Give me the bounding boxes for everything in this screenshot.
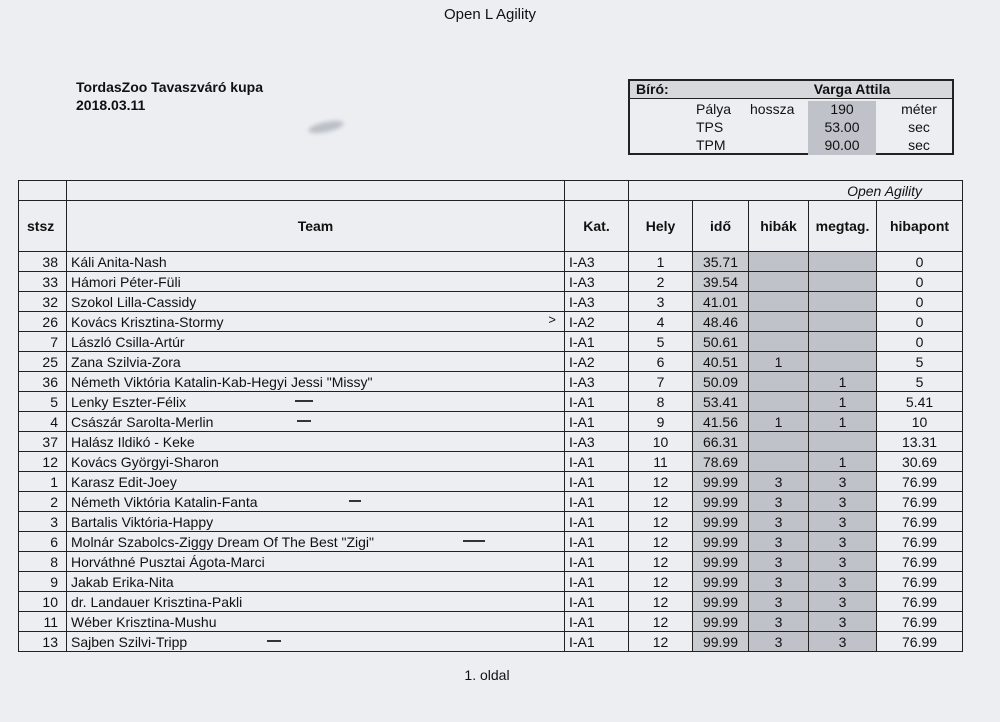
pen-dash-mark (295, 400, 313, 402)
cell-team: Bartalis Viktória-Happy (67, 512, 565, 532)
cell-ido: 53.41 (693, 392, 749, 412)
cell-hibak: 1 (749, 352, 809, 372)
cell-stsz: 12 (19, 452, 67, 472)
cell-kat: I-A1 (565, 552, 629, 572)
row-value: 190 (808, 101, 876, 119)
cell-megtag (809, 272, 877, 292)
cell-ido: 35.71 (693, 252, 749, 272)
cell-hibapont: 30.69 (877, 452, 963, 472)
cell-ido: 40.51 (693, 352, 749, 372)
section-label: Open Agility (629, 181, 963, 201)
table-row (19, 392, 963, 412)
cell-kat: I-A1 (565, 472, 629, 492)
event-info (76, 78, 263, 114)
table-row (19, 292, 963, 312)
cell-ido: 99.99 (693, 552, 749, 572)
cell-hely: 3 (629, 292, 693, 312)
row-key: TPM (696, 137, 726, 153)
cell-hibapont: 76.99 (877, 472, 963, 492)
pen-dash-mark (297, 420, 311, 422)
cell-hibapont: 76.99 (877, 592, 963, 612)
cell-hibapont: 0 (877, 252, 963, 272)
cell-megtag: 3 (809, 532, 877, 552)
results-table (18, 180, 963, 652)
cell-stsz: 4 (19, 412, 67, 432)
cell-megtag (809, 332, 877, 352)
cell-hely: 2 (629, 272, 693, 292)
cell-kat: I-A3 (565, 432, 629, 452)
judge-box (628, 79, 954, 155)
cell-hibapont: 76.99 (877, 552, 963, 572)
cell-hibak (749, 372, 809, 392)
pen-dash-mark (349, 500, 361, 502)
pen-dash-mark (463, 540, 485, 542)
tps-row (630, 119, 952, 137)
cell-hely: 6 (629, 352, 693, 372)
cell-team: Karasz Edit-Joey (67, 472, 565, 492)
cell-hibak (749, 272, 809, 292)
cell-megtag: 3 (809, 472, 877, 492)
cell-stsz: 2 (19, 492, 67, 512)
cell-kat: I-A1 (565, 572, 629, 592)
cell-hely: 12 (629, 572, 693, 592)
cell-stsz: 9 (19, 572, 67, 592)
cell-hibak: 3 (749, 572, 809, 592)
cell-team: Káli Anita-Nash (67, 252, 565, 272)
row-unit: sec (908, 137, 930, 153)
col-hibak: hibák (749, 201, 809, 252)
course-length-row (630, 101, 952, 119)
row-value: 90.00 (808, 137, 876, 155)
cell-hibak: 3 (749, 632, 809, 652)
cell-hibak (749, 292, 809, 312)
section-row (19, 181, 963, 201)
cell-hibapont: 13.31 (877, 432, 963, 452)
cell-hibapont: 0 (877, 332, 963, 352)
header-row (19, 201, 963, 252)
cell-kat: I-A3 (565, 252, 629, 272)
cell-megtag (809, 312, 877, 332)
cell-hibapont: 5 (877, 352, 963, 372)
cell-hibapont: 5 (877, 372, 963, 392)
cell-megtag (809, 352, 877, 372)
judge-label: Bíró: (636, 81, 669, 97)
tpm-row (630, 137, 952, 155)
cell-hely: 12 (629, 592, 693, 612)
cell-team: Molnár Szabolcs-Ziggy Dream Of The Best "Zigi" (67, 532, 565, 552)
cell-stsz: 3 (19, 512, 67, 532)
cell-stsz: 7 (19, 332, 67, 352)
cell-megtag: 1 (809, 412, 877, 432)
cell-hibak: 3 (749, 472, 809, 492)
table-row (19, 352, 963, 372)
col-team: Team (67, 201, 565, 252)
cell-kat: I-A1 (565, 532, 629, 552)
cell-team: Jakab Erika-Nita (67, 572, 565, 592)
results-body (19, 252, 963, 652)
cell-kat: I-A1 (565, 492, 629, 512)
cell-stsz: 5 (19, 392, 67, 412)
cell-kat: I-A2 (565, 352, 629, 372)
table-row (19, 512, 963, 532)
cell-megtag: 3 (809, 492, 877, 512)
row-key: TPS (696, 119, 724, 135)
cell-ido: 41.01 (693, 292, 749, 312)
cell-team: László Csilla-Artúr (67, 332, 565, 352)
row-value: 53.00 (808, 119, 876, 137)
table-row (19, 452, 963, 472)
cell-hely: 12 (629, 632, 693, 652)
cell-megtag: 3 (809, 632, 877, 652)
cell-kat: I-A1 (565, 612, 629, 632)
cell-hibapont: 76.99 (877, 612, 963, 632)
table-row (19, 472, 963, 492)
table-row (19, 492, 963, 512)
cell-ido: 99.99 (693, 572, 749, 592)
cell-ido: 48.46 (693, 312, 749, 332)
cell-team: Hámori Péter-Füli (67, 272, 565, 292)
cell-kat: I-A1 (565, 512, 629, 532)
cell-hibak: 3 (749, 532, 809, 552)
table-row (19, 592, 963, 612)
cell-hibak (749, 392, 809, 412)
table-row (19, 432, 963, 452)
cell-stsz: 33 (19, 272, 67, 292)
table-row (19, 612, 963, 632)
cell-stsz: 37 (19, 432, 67, 452)
cell-ido: 99.99 (693, 512, 749, 532)
table-row (19, 552, 963, 572)
table-row (19, 272, 963, 292)
cell-megtag: 3 (809, 572, 877, 592)
cell-team: Lenky Eszter-Félix (67, 392, 565, 412)
cell-megtag: 3 (809, 592, 877, 612)
cell-stsz: 13 (19, 632, 67, 652)
judge-header (630, 81, 952, 99)
cell-stsz: 36 (19, 372, 67, 392)
cell-megtag: 3 (809, 552, 877, 572)
cell-ido: 99.99 (693, 592, 749, 612)
event-date: 2018.03.11 (76, 97, 146, 113)
cell-hibapont: 5.41 (877, 392, 963, 412)
cell-hely: 9 (629, 412, 693, 432)
cell-hely: 5 (629, 332, 693, 352)
cell-hibapont: 76.99 (877, 572, 963, 592)
judge-name: Varga Attila (813, 81, 891, 97)
table-row (19, 332, 963, 352)
cell-stsz: 25 (19, 352, 67, 372)
cell-ido: 99.99 (693, 532, 749, 552)
cell-team: Halász Ildikó - Keke (67, 432, 565, 452)
cell-hely: 12 (629, 512, 693, 532)
cell-megtag: 3 (809, 612, 877, 632)
cell-team: dr. Landauer Krisztina-Pakli (67, 592, 565, 612)
cell-hely: 8 (629, 392, 693, 412)
col-hely: Hely (629, 201, 693, 252)
col-kat: Kat. (565, 201, 629, 252)
cell-stsz: 6 (19, 532, 67, 552)
cell-hibak (749, 332, 809, 352)
cell-ido: 78.69 (693, 452, 749, 472)
cell-ido: 50.09 (693, 372, 749, 392)
cell-ido: 99.99 (693, 632, 749, 652)
cell-megtag: 3 (809, 512, 877, 532)
cell-ido: 41.56 (693, 412, 749, 432)
cell-hibak: 3 (749, 612, 809, 632)
cell-hely: 7 (629, 372, 693, 392)
table-row (19, 372, 963, 392)
cell-megtag (809, 292, 877, 312)
cell-stsz: 1 (19, 472, 67, 492)
table-row (19, 412, 963, 432)
cell-ido: 99.99 (693, 472, 749, 492)
col-stsz: stsz (19, 201, 67, 252)
cell-ido: 39.54 (693, 272, 749, 292)
cell-stsz: 26 (19, 312, 67, 332)
cell-team: Wéber Krisztina-Mushu (67, 612, 565, 632)
cell-kat: I-A1 (565, 332, 629, 352)
table-row (19, 252, 963, 272)
cell-kat: I-A3 (565, 272, 629, 292)
cell-hibak: 3 (749, 512, 809, 532)
table-row (19, 572, 963, 592)
page-footer: 1. oldal (464, 667, 510, 683)
cell-ido: 99.99 (693, 612, 749, 632)
cell-megtag (809, 432, 877, 452)
cell-megtag: 1 (809, 392, 877, 412)
cell-hely: 12 (629, 612, 693, 632)
cell-kat: I-A1 (565, 392, 629, 412)
col-ido: idő (693, 201, 749, 252)
cell-team: Sajben Szilvi-Tripp (67, 632, 565, 652)
cell-kat: I-A1 (565, 632, 629, 652)
cell-ido: 66.31 (693, 432, 749, 452)
cell-hibak: 3 (749, 552, 809, 572)
col-hibapont: hibapont (877, 201, 963, 252)
cell-hibak (749, 452, 809, 472)
cell-kat: I-A1 (565, 452, 629, 472)
table-row (19, 632, 963, 652)
page-title: Open L Agility (444, 6, 536, 23)
cell-hibapont: 10 (877, 412, 963, 432)
cell-ido: 50.61 (693, 332, 749, 352)
cell-team: Németh Viktória Katalin-Fanta (67, 492, 565, 512)
cell-kat: I-A3 (565, 292, 629, 312)
row-key-2: hossza (750, 101, 795, 117)
cell-team: Horváthné Pusztai Ágota-Marci (67, 552, 565, 572)
cell-team: Szokol Lilla-Cassidy (67, 292, 565, 312)
cell-hely: 4 (629, 312, 693, 332)
col-megtag: megtag. (809, 201, 877, 252)
cell-hibak: 3 (749, 492, 809, 512)
cell-team: Kovács Györgyi-Sharon (67, 452, 565, 472)
row-unit: méter (901, 101, 937, 117)
cell-hibak: 1 (749, 412, 809, 432)
row-unit: sec (908, 119, 930, 135)
cell-stsz: 32 (19, 292, 67, 312)
cell-team: Császár Sarolta-Merlin (67, 412, 565, 432)
row-key: Pálya (696, 101, 732, 117)
cell-hibak (749, 312, 809, 332)
cell-stsz: 8 (19, 552, 67, 572)
cell-hely: 12 (629, 492, 693, 512)
cell-stsz: 38 (19, 252, 67, 272)
cell-hibapont: 0 (877, 292, 963, 312)
cell-megtag: 1 (809, 372, 877, 392)
cell-team: Németh Viktória Katalin-Kab-Hegyi Jessi "Missy" (67, 372, 565, 392)
cell-hely: 12 (629, 472, 693, 492)
cell-stsz: 11 (19, 612, 67, 632)
pen-arrow-mark: > (548, 312, 556, 327)
cell-kat: I-A2 (565, 312, 629, 332)
cell-hibak (749, 252, 809, 272)
cell-hibak (749, 432, 809, 452)
cell-kat: I-A1 (565, 592, 629, 612)
pen-dash-mark (267, 640, 281, 642)
cell-megtag (809, 252, 877, 272)
cell-megtag: 1 (809, 452, 877, 472)
cell-hely: 12 (629, 532, 693, 552)
ink-smudge (307, 118, 344, 135)
cell-hely: 10 (629, 432, 693, 452)
cell-ido: 99.99 (693, 492, 749, 512)
cell-hibak: 3 (749, 592, 809, 612)
cell-kat: I-A1 (565, 412, 629, 432)
cell-stsz: 10 (19, 592, 67, 612)
cell-hibapont: 0 (877, 312, 963, 332)
event-name: TordasZoo Tavaszváró kupa (76, 79, 263, 95)
cell-hibapont: 76.99 (877, 532, 963, 552)
cell-hibapont: 76.99 (877, 512, 963, 532)
table-row (19, 532, 963, 552)
cell-hibapont: 76.99 (877, 632, 963, 652)
cell-team: Zana Szilvia-Zora (67, 352, 565, 372)
cell-hely: 1 (629, 252, 693, 272)
cell-hibapont: 76.99 (877, 492, 963, 512)
cell-hely: 12 (629, 552, 693, 572)
cell-team: Kovács Krisztina-Stormy > (67, 312, 565, 332)
cell-hely: 11 (629, 452, 693, 472)
table-row (19, 312, 963, 332)
cell-hibapont: 0 (877, 272, 963, 292)
cell-kat: I-A3 (565, 372, 629, 392)
